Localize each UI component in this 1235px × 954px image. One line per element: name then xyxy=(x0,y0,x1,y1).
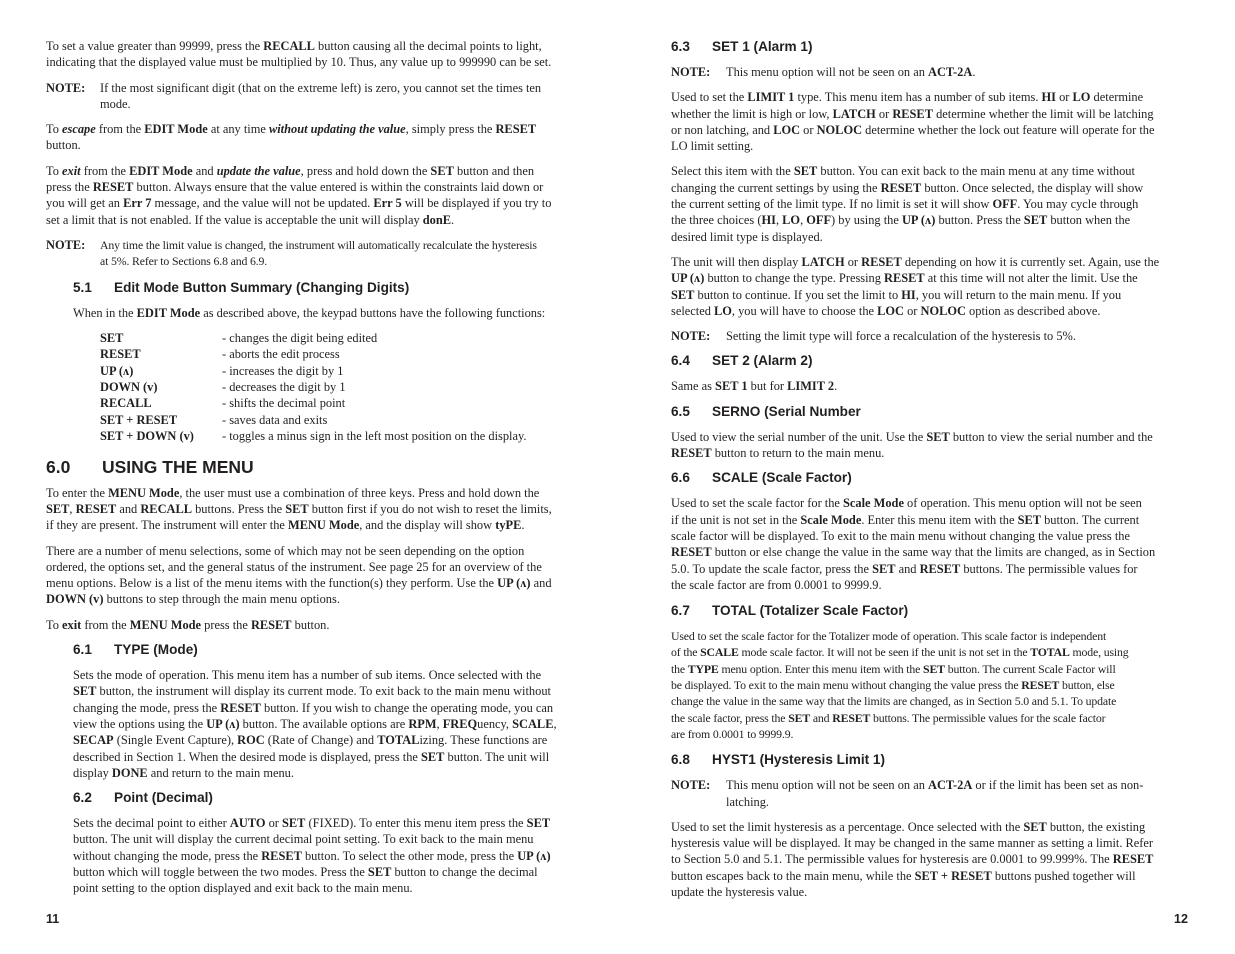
key-name: SET xyxy=(100,330,124,345)
heading-6-5: 6.5 SERNO (Serial Number xyxy=(671,403,861,419)
key-name: SET + DOWN (v) xyxy=(100,429,194,444)
paragraph-limit1-type: Used to set the LIMIT 1 type. This menu item has a number of sub items. HI or LO determine whether the limit is high or low, LATCH or RESET determine whether the limit will be latching or non latching, and LOC or NOLOC determine whether the lock out feature will operate for the LO limit setting. xyxy=(671,90,1155,154)
note-act2a-hyst: NOTE: This menu option will not be seen on an ACT-2A or if the limit has been set as non- latching. xyxy=(671,778,1144,809)
page-number-left: 11 xyxy=(46,912,60,926)
paragraph-recall: To set a value greater than 99999, press the RECALL button causing all the decimal points to light, indicating that the displayed value must be multiplied by 10. Thus, any value up to 999990 can be set. xyxy=(46,39,552,70)
key-name: RECALL xyxy=(100,396,152,411)
paragraph-point-decimal: Sets the decimal point to either AUTO or SET (FIXED). To enter this menu item press the SET button. The unit will display the current decimal point setting. To exit back to the main menu without changing the mode, press the RESET button. To select the other mode, press the UP (ʌ) button which will toggle between the two modes. Press the SET button to change the decimal point setting to the option displayed and exit back to the main menu. xyxy=(73,816,551,896)
paragraph-edit-intro: When in the EDIT Mode as described above, the keypad buttons have the following functions: xyxy=(73,305,546,320)
heading-6-0: 6.0 USING THE MENU xyxy=(46,456,254,477)
heading-6-2: 6.2 Point (Decimal) xyxy=(73,790,213,806)
paragraph-escape: To escape from the EDIT Mode at any time without updating the value, simply press the RESET button. xyxy=(46,122,537,153)
key-function: - aborts the edit process xyxy=(222,347,340,362)
key-function: - saves data and exits xyxy=(222,412,328,427)
note-act2a-set1: NOTE: This menu option will not be seen on an ACT-2A. xyxy=(671,65,976,79)
key-name: DOWN (v) xyxy=(100,380,158,395)
paragraph-enter-menu: To enter the MENU Mode, the user must use a combination of three keys. Press and hold down the SET, RESET and RECALL buttons. Press the SET button first if you do not wish to reset the limits, if they are present. The instrument will enter the MENU Mode, and the display will show tyPE. xyxy=(46,485,552,533)
key-name: SET + RESET xyxy=(100,412,178,427)
right-page xyxy=(671,38,1189,900)
key-row xyxy=(100,363,526,379)
heading-6-1: 6.1 TYPE (Mode) xyxy=(73,642,198,658)
heading-6-7: 6.7 TOTAL (Totalizer Scale Factor) xyxy=(671,603,909,619)
key-row xyxy=(100,395,526,411)
paragraph-type-mode: Sets the mode of operation. This menu item has a number of sub items. Once selected with the SET button, the instrument will display its current mode. To exit back to the main menu without changing the mode, press the RESET button. If you wish to change the operating mode, you can view the options using the UP (ʌ) button. The available options are RPM, FREQuency, SCALE, SECAP (Single Event Capture), ROC (Rate of Change) and TOTALizing. These functions are described in Section 1. When the desired mode is displayed, press the SET button. The unit will display DONE and return to the main menu. xyxy=(73,668,557,780)
key-function: - increases the digit by 1 xyxy=(222,363,344,378)
heading-6-3: 6.3 SET 1 (Alarm 1) xyxy=(671,39,813,54)
key-function: - shifts the decimal point xyxy=(222,396,346,411)
key-function: - decreases the digit by 1 xyxy=(222,380,346,395)
paragraph-select-set1: Select this item with the SET button. You can exit back to the main menu at any time without changing the current settings by using the RESET button. Once selected, the display will show the current setting of the limit type. If no limit is set it will show OFF. You may cycle through the three choices (HI, LO, OFF) by using the UP (ʌ) button. Press the SET button when the desired limit type is displayed. xyxy=(671,164,1144,244)
key-function: - changes the digit being edited xyxy=(222,330,378,345)
paragraph-exit-edit: To exit from the EDIT Mode and update the value, press and hold down the SET button and then press the RESET button. Always ensure that the value entered is within the constraints laid down or you will get an Err 7 message, and the value will not be updated. Err 5 will be displayed if you try to set a limit that is not enabled. If the value is acceptable the unit will display donE. xyxy=(46,163,552,227)
paragraph-latch-reset: The unit will then display LATCH or RESET depending on how it is currently set. Again, use the UP (ʌ) button to change the type. Pressing RESET at this time will not alter the limit. Use the SET button to continue. If you set the limit to HI, you will return to the main menu. If you selected LO, you will have to choose the LOC or NOLOC option as described above. xyxy=(671,254,1160,318)
heading-5-1: 5.1 Edit Mode Button Summary (Changing Digits) xyxy=(73,279,410,295)
key-row xyxy=(100,428,526,444)
page-number-right: 12 xyxy=(1174,912,1188,926)
note-hysteresis: NOTE: Any time the limit value is changed, the instrument will automatically recalculate the hysteresis at 5%. Refer to Sections 6.8 and 6.9. xyxy=(46,237,537,269)
paragraph-total: Used to set the scale factor for the Totalizer mode of operation. This scale factor is independent of the SCALE mode scale factor. It will not be seen if the unit is not set in the TOTAL mode, using the TYPE menu option. Enter this menu item with the SET button. The current Scale Factor will be displayed. To exit to the main menu without changing the value press the RESET button, else change the value in the same way that the limits are changed, as in Section 5.0 and 5.1. To update the scale factor, press the SET and RESET buttons. The permissible values for the scale factor are from 0.0001 to 9999.9. xyxy=(671,629,1129,741)
paragraph-exit-menu: To exit from the MENU Mode press the RESET button. xyxy=(46,617,330,632)
key-row xyxy=(100,412,526,428)
note-times-ten: NOTE: If the most significant digit (that on the extreme left) is zero, you cannot set the times ten mode. xyxy=(46,80,542,111)
key-row xyxy=(100,379,526,395)
heading-6-4: 6.4 SET 2 (Alarm 2) xyxy=(671,353,813,369)
heading-6-6: 6.6 SCALE (Scale Factor) xyxy=(671,470,852,486)
key-function: - toggles a minus sign in the left most position on the display. xyxy=(222,429,527,444)
paragraph-hysteresis: Used to set the limit hysteresis as a percentage. Once selected with the SET button, the existing hysteresis value will be displayed. It may be changed in the same manner as setting a limit. Refer to Section 5.0 and 5.1. The permissible values for hysteresis are 0.0001 to 99.999%. The RESET button escapes back to the main menu, while the SET + RESET buttons pushed together will update the hysteresis value. xyxy=(671,819,1154,899)
left-page xyxy=(46,38,591,897)
paragraph-menu-selections: There are a number of menu selections, some of which may not be seen depending on the option ordered, the options set, and the general status of the instrument. See page 25 for an overview of the menu options. Below is a list of the menu items with the function(s) they perform. Use the UP (ʌ) and DOWN (v) buttons to step through the main menu options. xyxy=(46,543,552,607)
heading-6-8: 6.8 HYST1 (Hysteresis Limit 1) xyxy=(671,752,886,768)
paragraph-serno: Used to view the serial number of the unit. Use the SET button to view the serial number and the RESET button to return to the main menu. xyxy=(671,429,1153,461)
key-row xyxy=(100,346,526,362)
key-name: RESET xyxy=(100,347,141,362)
key-name: UP (ʌ) xyxy=(100,363,134,378)
note-limit-type: NOTE: Setting the limit type will force a recalculation of the hysteresis to 5%. xyxy=(671,329,1076,344)
edit-keys-table xyxy=(100,330,526,445)
paragraph-scale: Used to set the scale factor for the Scale Mode of operation. This menu option will not be seen if the unit is not set in the Scale Mode. Enter this menu item with the SET button. The current scale factor will be displayed. To exit to the main menu without changing the value press the RESET button or else change the value in the same way that the limits are changed, as in Section 5.0. To update the scale factor, press the SET and RESET buttons. The permissible values for the scale factor are from 0.0001 to 9999.9. xyxy=(671,496,1156,592)
key-row xyxy=(100,330,526,346)
paragraph-set2: Same as SET 1 but for LIMIT 2. xyxy=(671,379,838,394)
